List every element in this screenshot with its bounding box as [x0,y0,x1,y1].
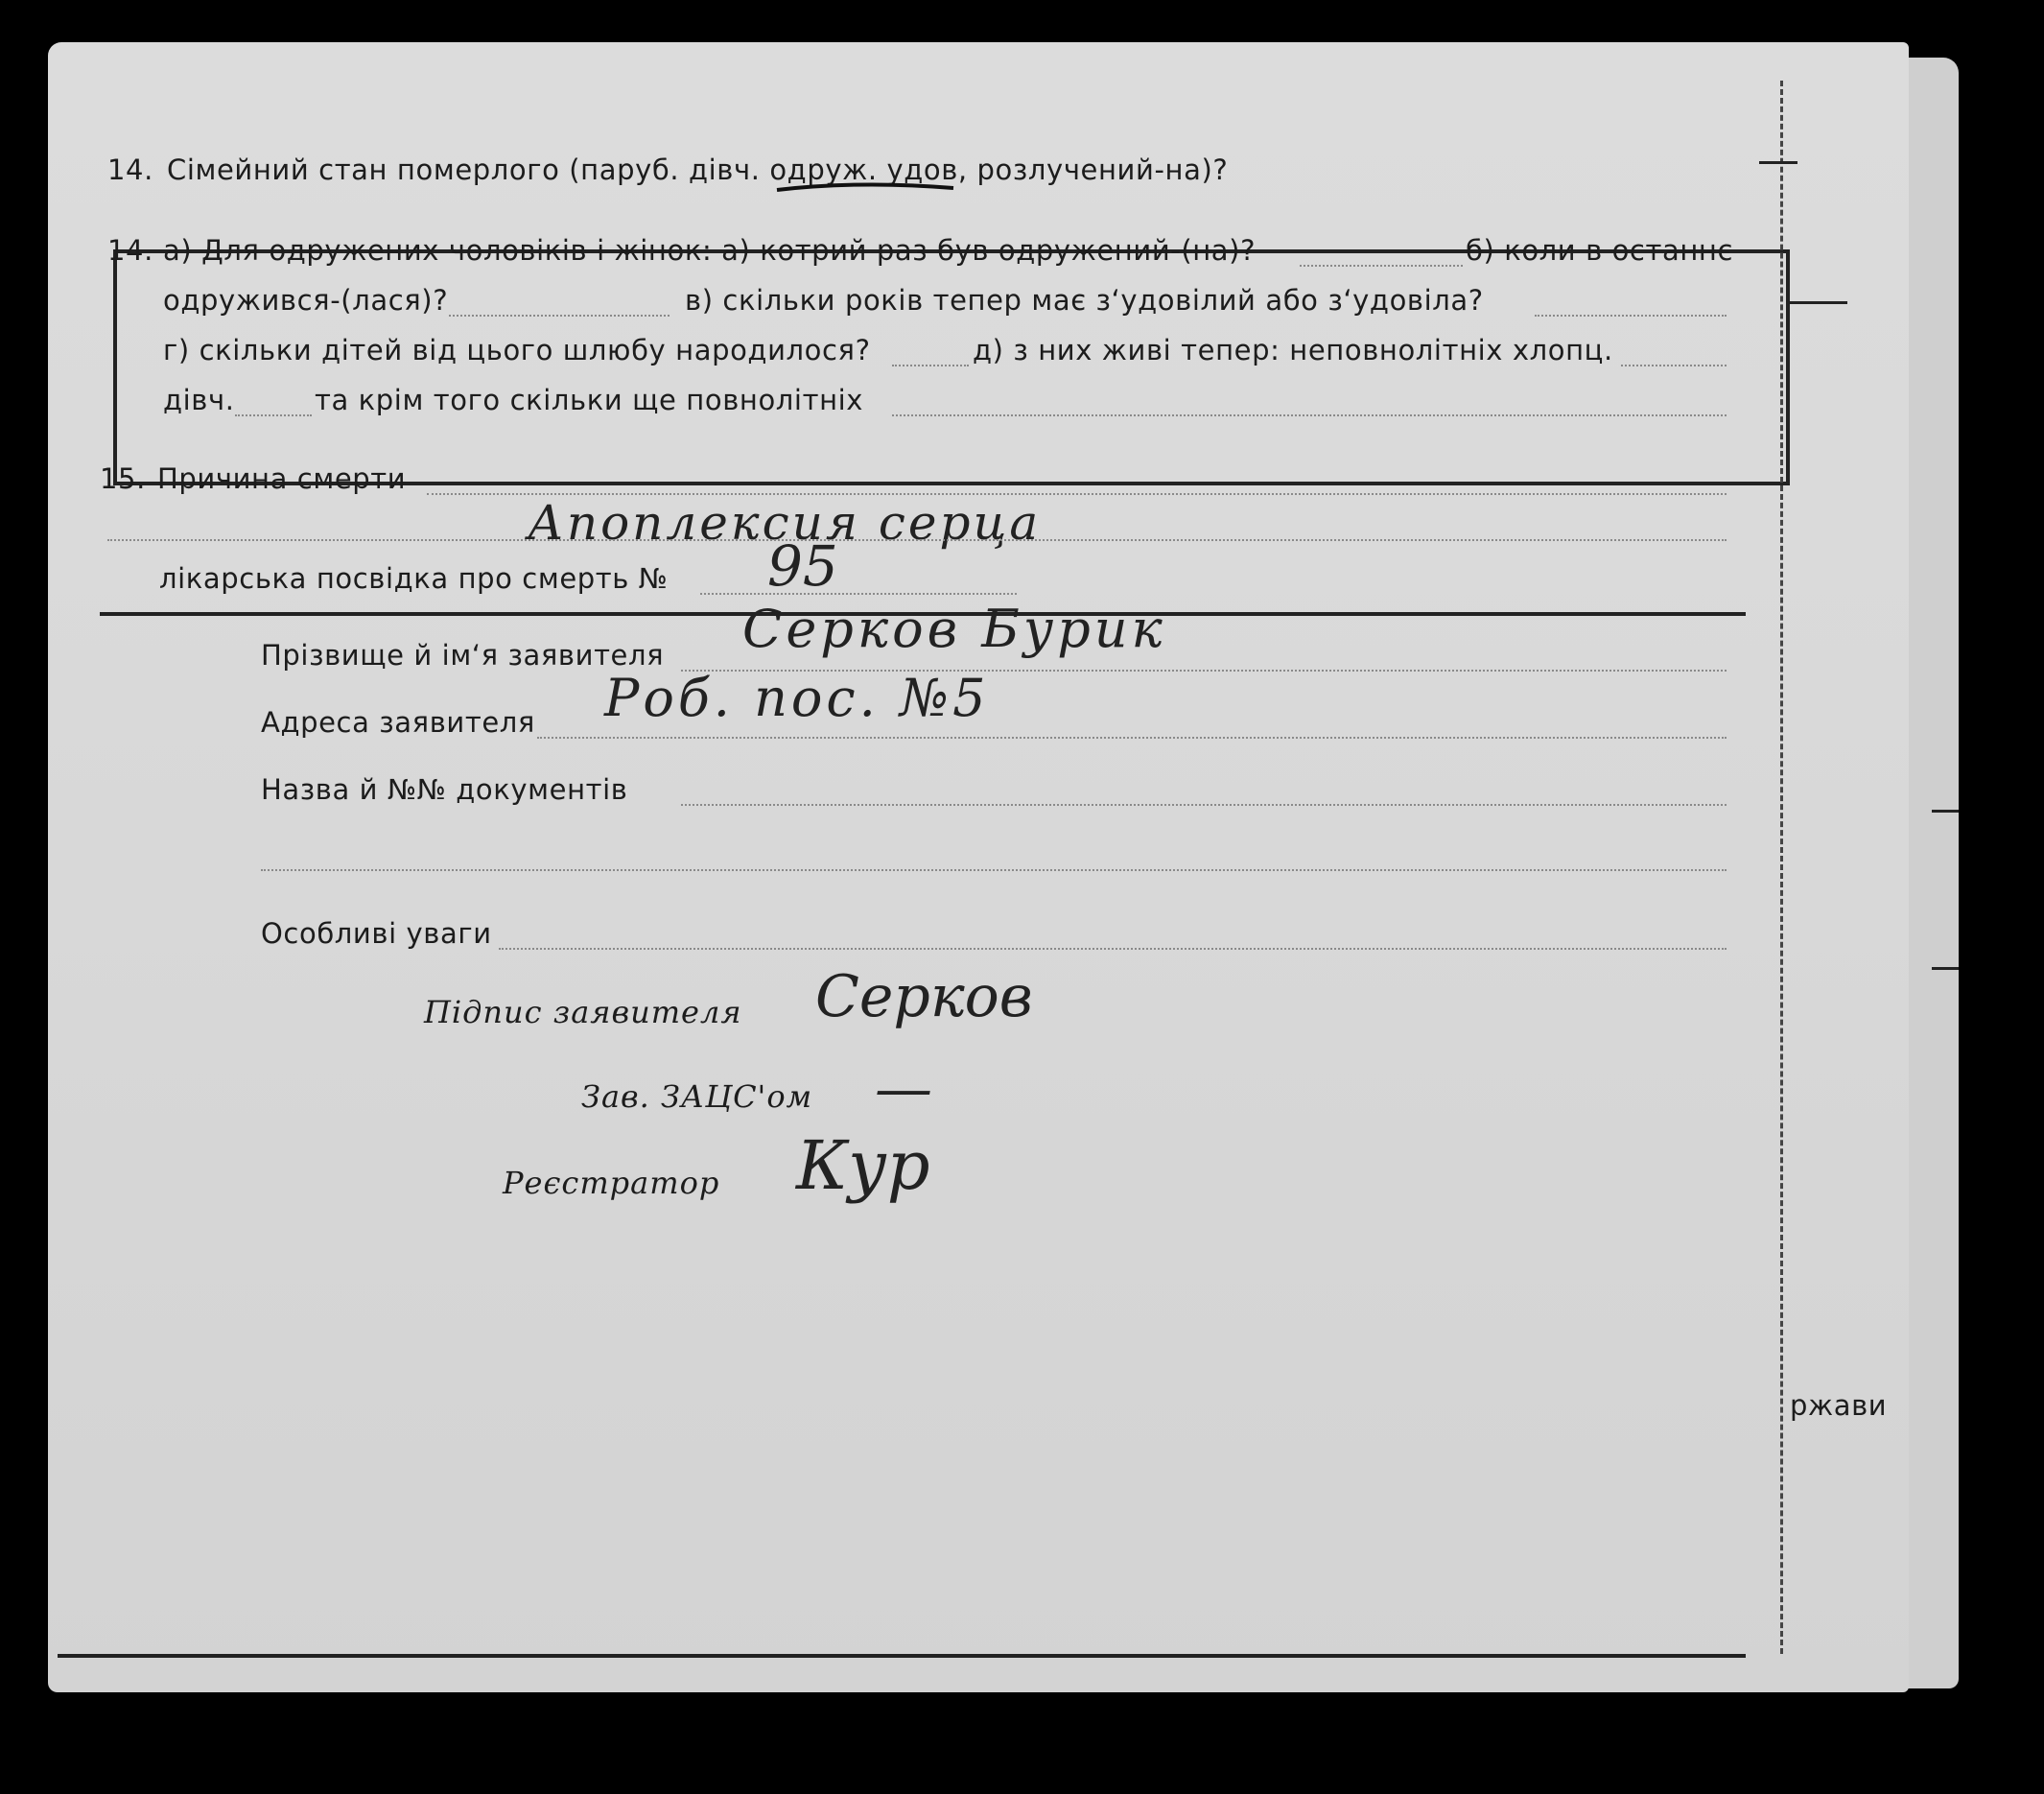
fill-line [892,365,969,366]
q14a-line4-second: та крім того скільки ще повнолітніх [315,384,864,416]
fill-line [261,869,1727,871]
medical-certificate-label: лікарська посвідка про смерть № [159,562,669,595]
q14a-line1-first: а) Для одружених чоловіків і жінок: а) котрий раз був одружений-(на)? [163,234,1257,267]
q14a-line3-first: г) скільки дітей від цього шлюбу народилося? [163,334,871,366]
q14a-line1-second: б) коли в останнє [1466,234,1733,267]
fill-line [700,593,1017,595]
binding-tick [1759,161,1797,164]
back-page-rule [1932,967,1959,970]
q14a-number: 14. [107,234,153,267]
underline-mark [773,177,965,200]
remarks-label: Особливі уваги [261,917,492,950]
q14a-line3-second: д) з них живі тепер: неповнолітніх хлопц. [973,334,1613,366]
fill-line [1535,315,1727,317]
q14a-line2-first: одружився-(лася)? [163,284,449,317]
fill-line [499,948,1727,950]
documents-label: Назва й №№ документів [261,773,628,806]
fill-line [1621,365,1727,366]
registrar-signature: Кур [796,1126,930,1205]
registrar-label: Реєстратор [503,1165,720,1201]
cause-of-death-label: Причина смерти [157,462,407,495]
q15-number: 15. [100,462,146,495]
fill-line [537,737,1727,739]
fill-line [107,539,1727,541]
q14a-line4-first: дівч. [163,384,235,416]
binding-fold-line [1780,81,1783,1654]
fill-line [449,315,670,317]
medical-certificate-number: 95 [767,533,838,599]
zags-head-label: Зав. ЗАЦС'ом [581,1078,813,1115]
applicant-name-value: Серков Бурик [742,599,1166,659]
edge-fragment-text: ржави [1790,1389,1888,1422]
applicant-address-label: Адреса заявителя [261,706,535,739]
fill-line [892,414,1727,416]
fill-line [1300,265,1463,267]
q14-marital-status-question: Сімейний стан померлого (паруб. дівч. одруж. удов, розлучений-на)? [167,153,1229,186]
back-page-rule [1932,810,1959,813]
applicant-name-label: Прізвище й ім‘я заявителя [261,639,665,672]
q14a-line2-second: в) скільки років тепер має з‘удовілий або з‘удовіла? [685,284,1484,317]
binding-tick [1786,301,1847,304]
death-record-page [48,42,1909,1692]
applicant-signature-label: Підпис заявителя [424,994,742,1030]
fill-line [681,804,1727,806]
page-bottom-rule [58,1654,1746,1658]
applicant-address-value: Роб. пос. №5 [604,668,990,728]
fill-line [235,414,312,416]
cause-of-death-value: Апоплексия серца [528,495,1042,551]
applicant-signature: Серков [815,963,1033,1030]
zags-head-signature: — [875,1055,932,1122]
q14-number: 14. [107,153,153,186]
